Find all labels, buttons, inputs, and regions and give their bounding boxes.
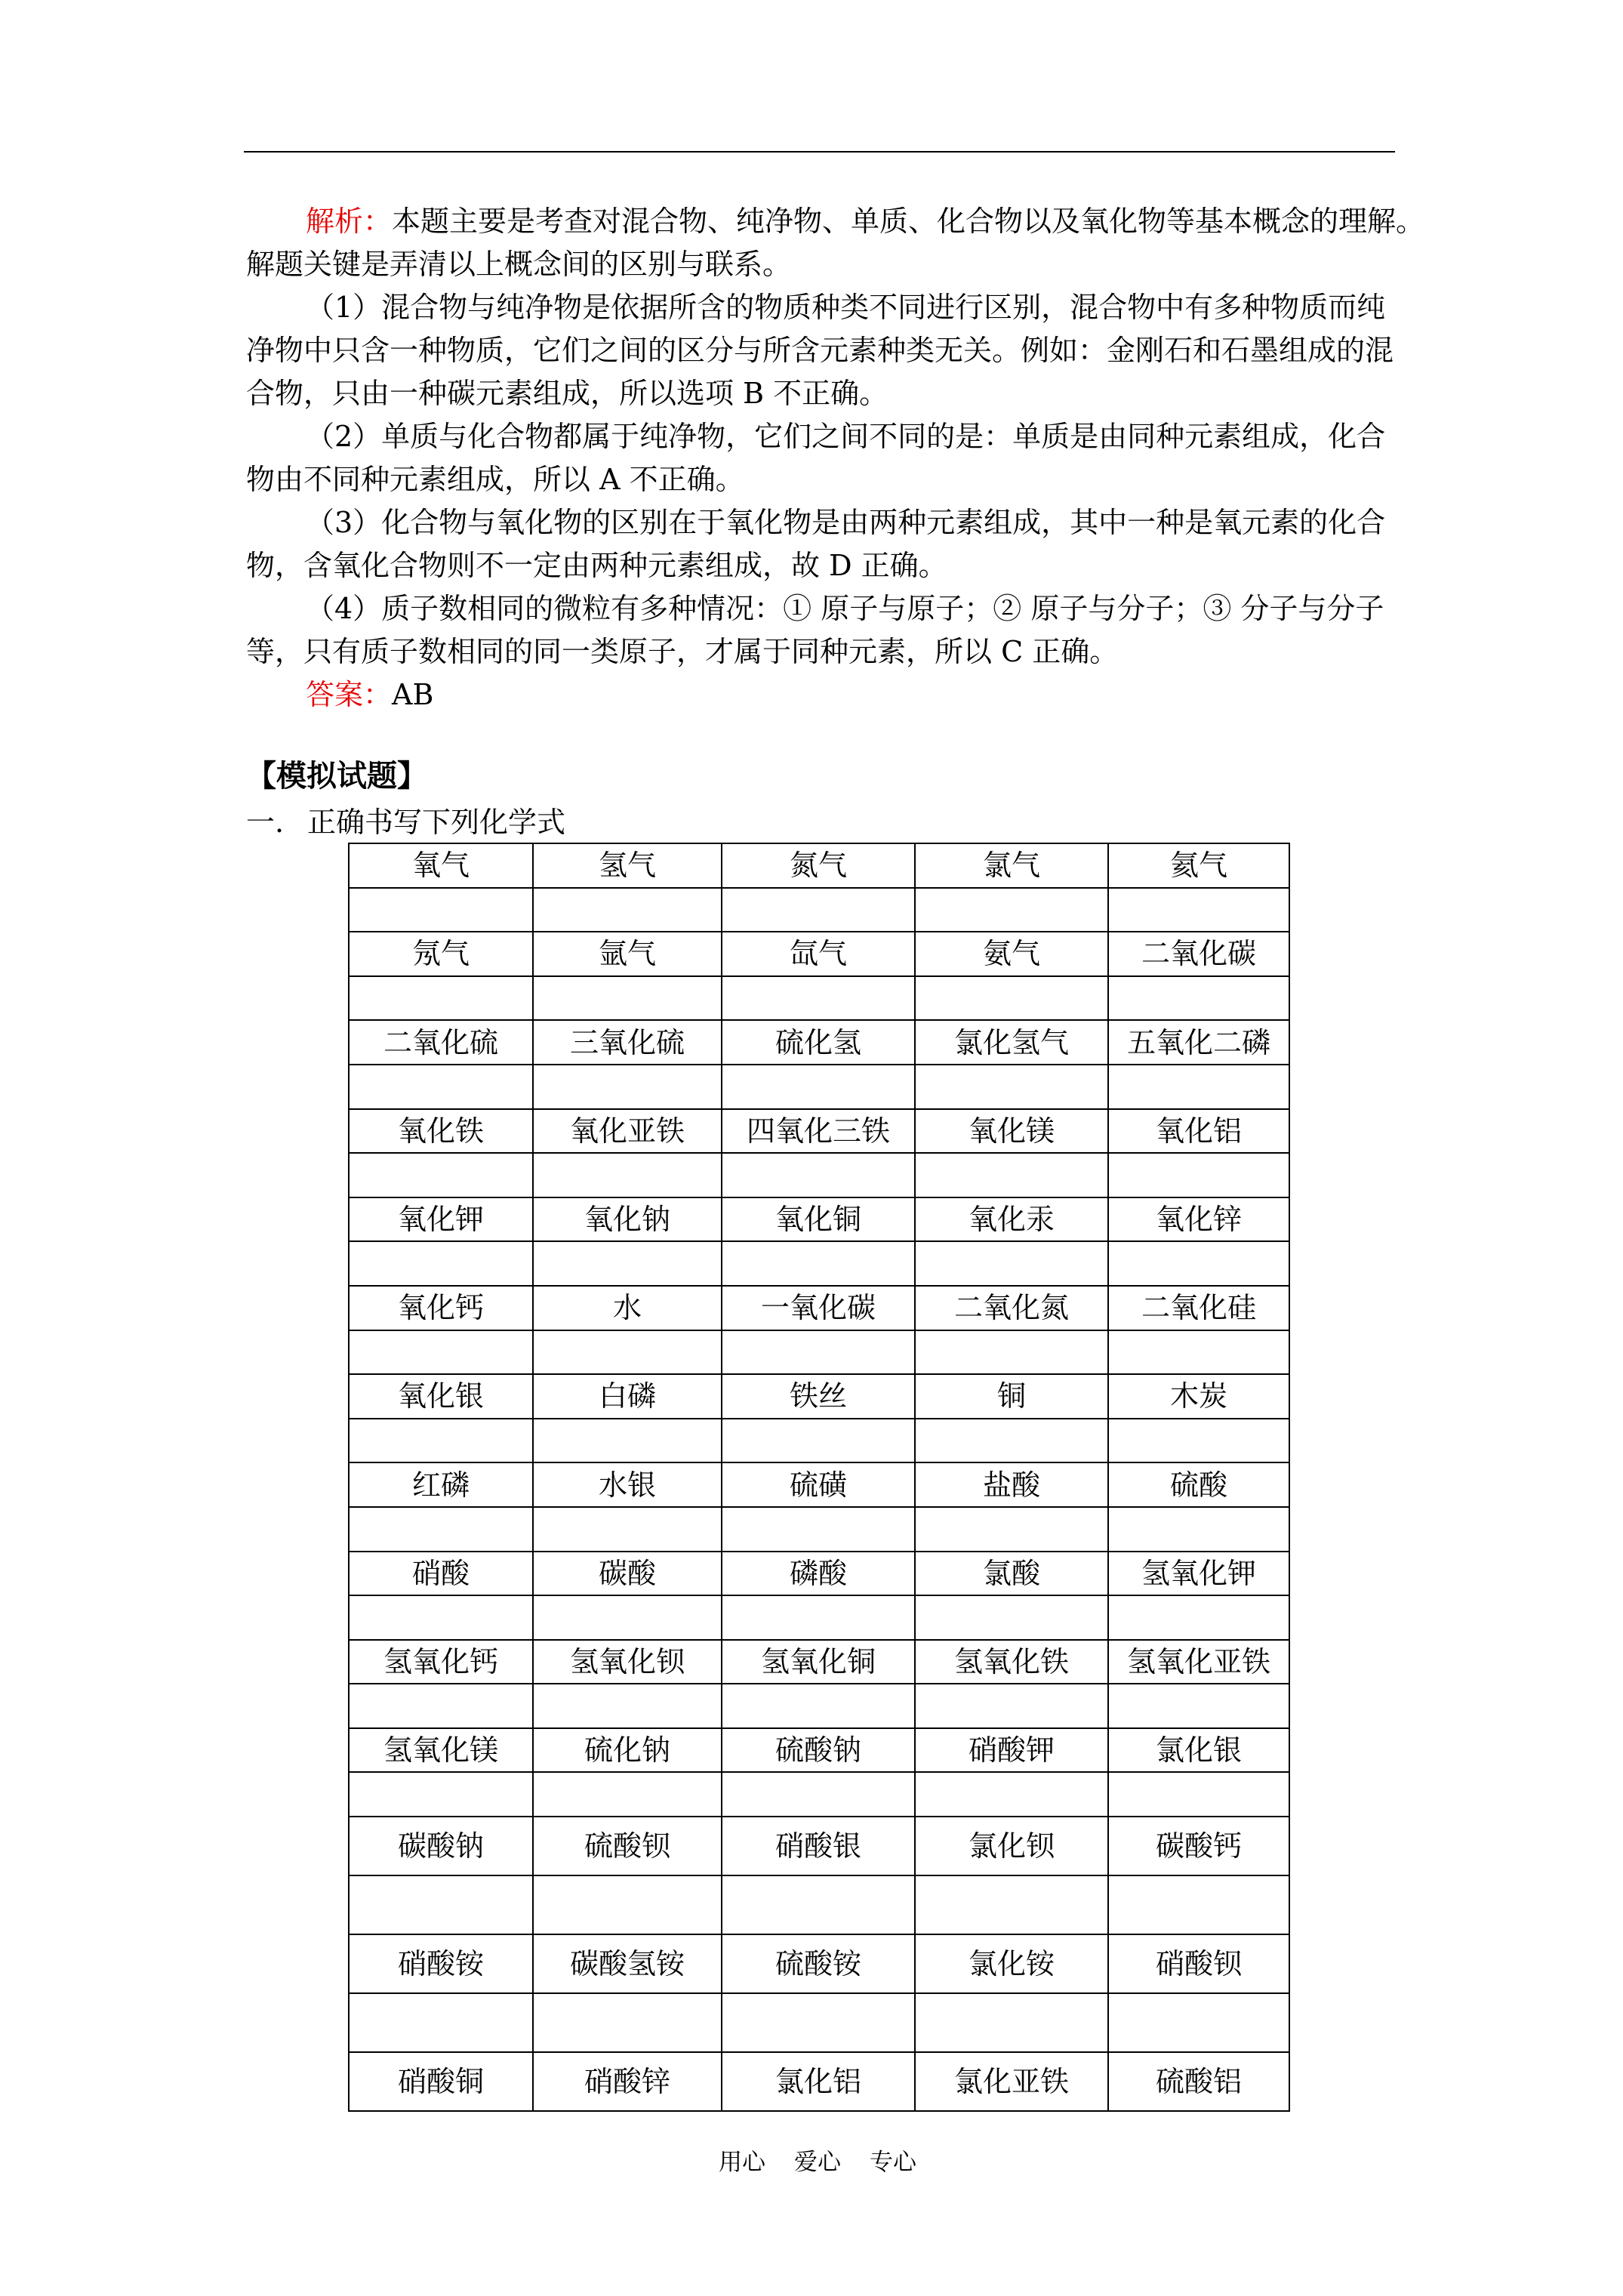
- formula-answer-cell: [722, 1419, 915, 1463]
- compound-name-cell: 氧化铁: [349, 1109, 533, 1154]
- point-2-line: （2）单质与化合物都属于纯净物，它们之间不同的是：单质是由同种元素组成，化合: [306, 420, 1386, 453]
- formula-answer-cell: [915, 976, 1108, 1021]
- analysis-section: [246, 200, 1424, 717]
- formula-answer-row: [349, 1684, 1289, 1728]
- formula-answer-cell: [533, 1241, 722, 1286]
- formula-answer-cell: [722, 1772, 915, 1817]
- compound-name-cell: 氯化铝: [722, 2052, 915, 2111]
- compound-name-row: [349, 1640, 1289, 1684]
- footer-word: 爱心: [794, 2149, 841, 2176]
- compound-name-cell: 铁丝: [722, 1374, 915, 1419]
- formula-answer-cell: [349, 1507, 533, 1552]
- formula-answer-row: [349, 1330, 1289, 1375]
- compound-name-row: [349, 1020, 1289, 1065]
- formula-answer-cell: [533, 1684, 722, 1728]
- formula-answer-cell: [533, 1419, 722, 1463]
- compound-name-cell: 氧化铝: [1108, 1109, 1289, 1154]
- formula-answer-cell: [533, 1153, 722, 1197]
- formula-answer-cell: [349, 1241, 533, 1286]
- compound-name-row: [349, 1552, 1289, 1596]
- formula-answer-cell: [722, 1507, 915, 1552]
- compound-name-cell: 铜: [915, 1374, 1108, 1419]
- formula-answer-cell: [1108, 1241, 1289, 1286]
- formula-answer-cell: [1108, 1595, 1289, 1640]
- formula-answer-cell: [915, 1684, 1108, 1728]
- analysis-intro-text: 本题主要是考查对混合物、纯净物、单质、化合物以及氧化物等基本概念的理解。: [392, 205, 1425, 238]
- compound-name-cell: 水: [533, 1286, 722, 1330]
- compound-name-cell: 二氧化硫: [349, 1020, 533, 1065]
- compound-name-cell: 氧化钠: [533, 1197, 722, 1242]
- compound-name-cell: 红磷: [349, 1462, 533, 1507]
- point-4-line: （4）质子数相同的微粒有多种情况：① 原子与原子；② 原子与分子；③ 分子与分子: [306, 592, 1384, 625]
- footer-word: 用心: [719, 2149, 765, 2176]
- compound-name-cell: 硫化钠: [533, 1728, 722, 1773]
- formula-answer-cell: [1108, 1684, 1289, 1728]
- point-3-line: （3）化合物与氧化物的区别在于氧化物是由两种元素组成，其中一种是氧元素的化合: [306, 506, 1386, 539]
- compound-name-row: [349, 932, 1289, 976]
- formula-answer-row: [349, 1153, 1289, 1197]
- compound-name-cell: 氩气: [533, 932, 722, 976]
- formula-answer-row: [349, 1419, 1289, 1463]
- compound-name-cell: 水银: [533, 1462, 722, 1507]
- header-rule: [244, 151, 1395, 153]
- formula-answer-cell: [1108, 1772, 1289, 1817]
- formula-answer-row: [349, 1595, 1289, 1640]
- compound-name-cell: 氯气: [915, 843, 1108, 888]
- formula-answer-cell: [915, 1595, 1108, 1640]
- compound-name-cell: 氮气: [722, 843, 915, 888]
- compound-name-cell: 盐酸: [915, 1462, 1108, 1507]
- compound-name-cell: 氧化钙: [349, 1286, 533, 1330]
- answer-value: AB: [392, 678, 434, 711]
- compound-name-cell: 木炭: [1108, 1374, 1289, 1419]
- formula-answer-row: [349, 1772, 1289, 1817]
- compound-name-cell: 氨气: [915, 932, 1108, 976]
- formula-answer-cell: [722, 1875, 915, 1934]
- formula-answer-cell: [722, 1153, 915, 1197]
- compound-name-row: [349, 1197, 1289, 1242]
- page-footer: [719, 2150, 916, 2175]
- compound-name-cell: 硫化氢: [722, 1020, 915, 1065]
- compound-name-cell: 五氧化二磷: [1108, 1020, 1289, 1065]
- point-1-line: 合物，只由一种碳元素组成，所以选项 B 不正确。: [246, 377, 888, 410]
- compound-name-cell: 碳酸: [533, 1552, 722, 1596]
- compound-name-cell: 氢氧化钡: [533, 1640, 722, 1684]
- formula-answer-cell: [533, 976, 722, 1021]
- formula-answer-cell: [533, 1875, 722, 1934]
- compound-name-cell: 氢氧化铜: [722, 1640, 915, 1684]
- formula-answer-cell: [1108, 1419, 1289, 1463]
- compound-name-cell: 氧化钾: [349, 1197, 533, 1242]
- formula-answer-cell: [915, 1875, 1108, 1934]
- formula-answer-cell: [722, 1595, 915, 1640]
- section-title: 【模拟试题】: [246, 758, 427, 794]
- compound-name-cell: 硝酸银: [722, 1817, 915, 1875]
- formula-answer-cell: [533, 888, 722, 932]
- question-heading: [246, 804, 565, 840]
- formula-answer-cell: [722, 976, 915, 1021]
- compound-name-cell: 氯化银: [1108, 1728, 1289, 1773]
- compound-name-row: [349, 1728, 1289, 1773]
- formula-answer-row: [349, 1993, 1289, 2052]
- compound-name-cell: 硝酸钡: [1108, 1934, 1289, 1993]
- compound-name-cell: 硝酸钾: [915, 1728, 1108, 1773]
- formula-answer-cell: [533, 1330, 722, 1375]
- compound-name-cell: 硫酸铝: [1108, 2052, 1289, 2111]
- formula-answer-cell: [1108, 1065, 1289, 1109]
- compound-name-cell: 碳酸氢铵: [533, 1934, 722, 1993]
- compound-name-row: [349, 1286, 1289, 1330]
- formula-answer-cell: [1108, 1875, 1289, 1934]
- compound-name-cell: 一氧化碳: [722, 1286, 915, 1330]
- formula-answer-cell: [915, 1153, 1108, 1197]
- compound-name-cell: 氯酸: [915, 1552, 1108, 1596]
- point-1-line: （1）混合物与纯净物是依据所含的物质种类不同进行区别，混合物中有多种物质而纯: [306, 291, 1386, 324]
- compound-name-cell: 氯化铵: [915, 1934, 1108, 1993]
- formula-answer-row: [349, 1875, 1289, 1934]
- analysis-label: 解析：: [306, 205, 393, 238]
- compound-name-cell: 三氧化硫: [533, 1020, 722, 1065]
- compound-name-row: [349, 2052, 1289, 2111]
- compound-name-cell: 硝酸铜: [349, 2052, 533, 2111]
- analysis-intro-line: [246, 200, 1424, 243]
- answer-label: 答案：: [306, 678, 393, 711]
- formula-answer-cell: [349, 976, 533, 1021]
- point-4-line: 等，只有质子数相同的同一类原子，才属于同种元素，所以 C 正确。: [246, 635, 1119, 668]
- question-text: 正确书写下列化学式: [307, 806, 566, 839]
- formula-answer-cell: [1108, 1330, 1289, 1375]
- compound-name-cell: 硫酸: [1108, 1462, 1289, 1507]
- formula-answer-row: [349, 976, 1289, 1021]
- compound-name-cell: 氢氧化亚铁: [1108, 1640, 1289, 1684]
- formula-answer-cell: [349, 888, 533, 932]
- compound-name-cell: 硫磺: [722, 1462, 915, 1507]
- compound-name-cell: 二氧化碳: [1108, 932, 1289, 976]
- compound-name-row: [349, 1934, 1289, 1993]
- compound-name-row: [349, 1374, 1289, 1419]
- footer-word: 专心: [870, 2149, 916, 2176]
- formula-answer-cell: [1108, 1153, 1289, 1197]
- compound-name-cell: 氢氧化钙: [349, 1640, 533, 1684]
- compound-name-cell: 氧化银: [349, 1374, 533, 1419]
- compound-name-cell: 氦气: [1108, 843, 1289, 888]
- answer-line: [246, 673, 1424, 717]
- formula-answer-cell: [1108, 976, 1289, 1021]
- compound-name-cell: 二氧化氮: [915, 1286, 1108, 1330]
- formula-answer-cell: [349, 1065, 533, 1109]
- compound-name-row: [349, 1109, 1289, 1154]
- formula-answer-cell: [722, 1330, 915, 1375]
- formula-answer-row: [349, 1507, 1289, 1552]
- compound-name-cell: 碳酸钠: [349, 1817, 533, 1875]
- formula-answer-cell: [533, 1507, 722, 1552]
- compound-name-cell: 氧化铜: [722, 1197, 915, 1242]
- compound-name-cell: 碳酸钙: [1108, 1817, 1289, 1875]
- formula-answer-cell: [722, 1065, 915, 1109]
- formula-answer-cell: [915, 1507, 1108, 1552]
- compound-name-cell: 白磷: [533, 1374, 722, 1419]
- formula-answer-cell: [349, 1595, 533, 1640]
- formula-answer-cell: [1108, 1993, 1289, 2052]
- formula-answer-cell: [533, 1772, 722, 1817]
- compound-name-cell: 硫酸铵: [722, 1934, 915, 1993]
- compound-name-cell: 四氧化三铁: [722, 1109, 915, 1154]
- formula-answer-cell: [915, 1330, 1108, 1375]
- compound-name-cell: 氧化锌: [1108, 1197, 1289, 1242]
- formula-answer-cell: [1108, 1507, 1289, 1552]
- formula-table-body: [349, 843, 1289, 2111]
- formula-answer-cell: [1108, 888, 1289, 932]
- compound-name-cell: 氖气: [349, 932, 533, 976]
- analysis-intro-line: 解题关键是弄清以上概念间的区别与联系。: [246, 248, 792, 281]
- compound-name-cell: 氢气: [533, 843, 722, 888]
- compound-name-cell: 硝酸锌: [533, 2052, 722, 2111]
- compound-name-row: [349, 1462, 1289, 1507]
- formula-answer-cell: [915, 888, 1108, 932]
- compound-name-cell: 氯化亚铁: [915, 2052, 1108, 2111]
- point-1-line: 净物中只含一种物质，它们之间的区分与所含元素种类无关。例如：金刚石和石墨组成的混: [246, 334, 1394, 367]
- compound-name-cell: 硝酸: [349, 1552, 533, 1596]
- formula-answer-cell: [915, 1241, 1108, 1286]
- formula-answer-cell: [349, 1993, 533, 2052]
- formula-answer-cell: [915, 1065, 1108, 1109]
- compound-name-cell: 氧化亚铁: [533, 1109, 722, 1154]
- compound-name-cell: 磷酸: [722, 1552, 915, 1596]
- formula-answer-cell: [349, 1419, 533, 1463]
- formula-answer-cell: [349, 1153, 533, 1197]
- formula-answer-cell: [722, 888, 915, 932]
- compound-name-cell: 氧化汞: [915, 1197, 1108, 1242]
- point-3-line: 物，含氧化合物则不一定由两种元素组成，故 D 正确。: [246, 549, 947, 582]
- formula-answer-cell: [533, 1065, 722, 1109]
- question-number: 一.: [246, 806, 285, 839]
- formula-answer-row: [349, 1241, 1289, 1286]
- formula-answer-cell: [533, 1595, 722, 1640]
- compound-name-cell: 硫酸钡: [533, 1817, 722, 1875]
- formula-answer-cell: [349, 1875, 533, 1934]
- compound-name-cell: 氙气: [722, 932, 915, 976]
- compound-name-row: [349, 1817, 1289, 1875]
- compound-name-cell: 氯化氢气: [915, 1020, 1108, 1065]
- formula-answer-cell: [349, 1772, 533, 1817]
- compound-name-cell: 氢氧化钾: [1108, 1552, 1289, 1596]
- formula-answer-cell: [349, 1330, 533, 1375]
- point-2-line: 物由不同种元素组成，所以 A 不正确。: [246, 463, 744, 496]
- formula-table: [348, 843, 1290, 2112]
- formula-answer-row: [349, 888, 1289, 932]
- compound-name-cell: 氧化镁: [915, 1109, 1108, 1154]
- compound-name-cell: 硝酸铵: [349, 1934, 533, 1993]
- compound-name-cell: 氢氧化镁: [349, 1728, 533, 1773]
- formula-answer-cell: [722, 1241, 915, 1286]
- compound-name-cell: 氧气: [349, 843, 533, 888]
- formula-answer-cell: [915, 1419, 1108, 1463]
- compound-name-cell: 氢氧化铁: [915, 1640, 1108, 1684]
- compound-name-cell: 硫酸钠: [722, 1728, 915, 1773]
- compound-name-cell: 二氧化硅: [1108, 1286, 1289, 1330]
- formula-answer-row: [349, 1065, 1289, 1109]
- formula-answer-cell: [533, 1993, 722, 2052]
- formula-answer-cell: [722, 1993, 915, 2052]
- formula-answer-cell: [915, 1993, 1108, 2052]
- formula-answer-cell: [722, 1684, 915, 1728]
- compound-name-row: [349, 843, 1289, 888]
- compound-name-cell: 氯化钡: [915, 1817, 1108, 1875]
- formula-answer-cell: [349, 1684, 533, 1728]
- formula-answer-cell: [915, 1772, 1108, 1817]
